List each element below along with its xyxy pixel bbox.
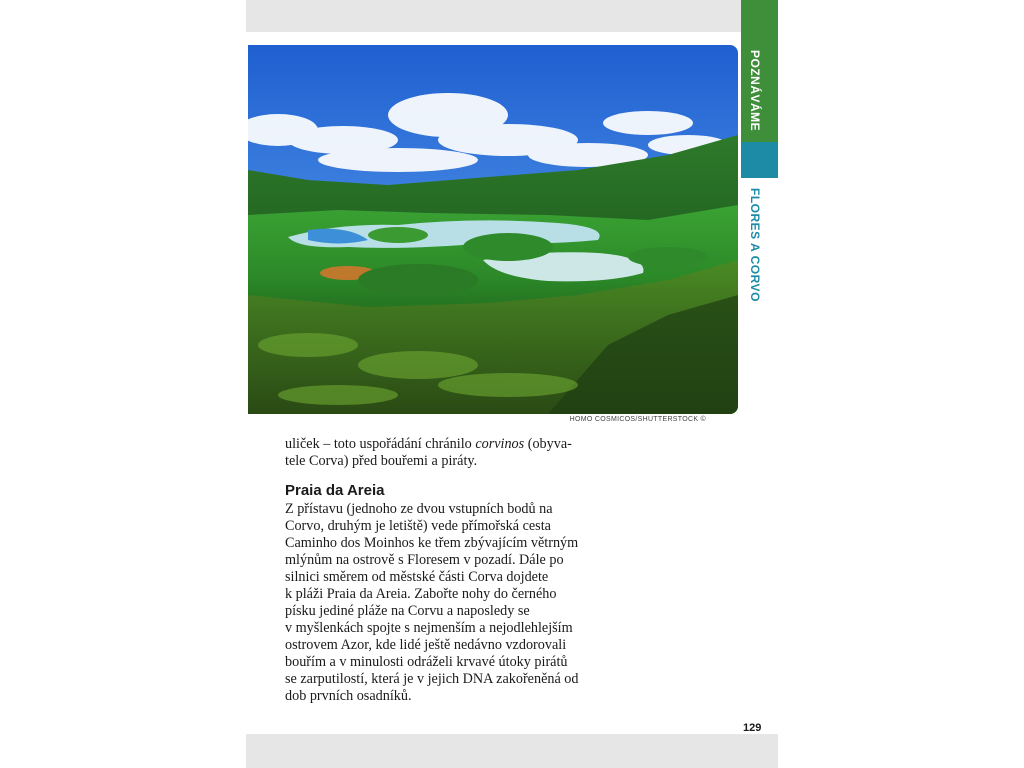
bottom-gray-band — [246, 734, 778, 768]
paragraph-line: k pláži Praia da Areia. Zabořte nohy do černého — [285, 586, 557, 602]
paragraph-line: ostrovem Azor, kde lidé ještě nedávno vzdorovali — [285, 637, 567, 653]
paragraph-line: se zarputilostí, která je v jejich DNA zakořeněná od — [285, 671, 579, 687]
paragraph-line: písku jediné pláže na Corvu a naposledy se — [285, 603, 530, 619]
paragraph-line: uliček – toto uspořádání chránilo corvinos (obyva- — [285, 436, 572, 452]
chapter-tab-label: FLORES A CORVO — [748, 188, 762, 302]
paragraph-line: v myšlenkách spojte s nejmenším a nejodlehlejším — [285, 620, 573, 636]
book-page — [246, 0, 778, 768]
photo-credit: HOMO COSMICOS/SHUTTERSTOCK © — [569, 416, 706, 423]
section-body — [285, 501, 605, 705]
paragraph-line: tele Corva) před bouřemi a piráty. — [285, 453, 478, 469]
chapter-tab-marker — [741, 142, 778, 178]
section-heading: Praia da Areia — [285, 482, 385, 499]
paragraph-line: Caminho dos Moinhos ke třem zbývajícím větrným — [285, 535, 579, 551]
section-tab-label: POZNÁVÁME — [748, 50, 762, 132]
paragraph-line: dob prvních osadníků. — [285, 688, 412, 704]
top-gray-band — [246, 0, 778, 32]
paragraph-line: silnici směrem od městské části Corva dojdete — [285, 569, 549, 585]
paragraph-line: Z přístavu (jednoho ze dvou vstupních bodů na — [285, 501, 553, 517]
paragraph-line: bouřím a v minulosti odráželi krvavé útoky pirátů — [285, 654, 568, 670]
page-number: 129 — [743, 722, 762, 734]
crater-landscape-photo — [248, 45, 738, 414]
paragraph-intro — [285, 436, 605, 470]
paragraph-line: Corvo, druhým je letiště) vede přímořská cesta — [285, 518, 551, 534]
paragraph-line: mlýnům na ostrově s Floresem v pozadí. Dále po — [285, 552, 564, 568]
